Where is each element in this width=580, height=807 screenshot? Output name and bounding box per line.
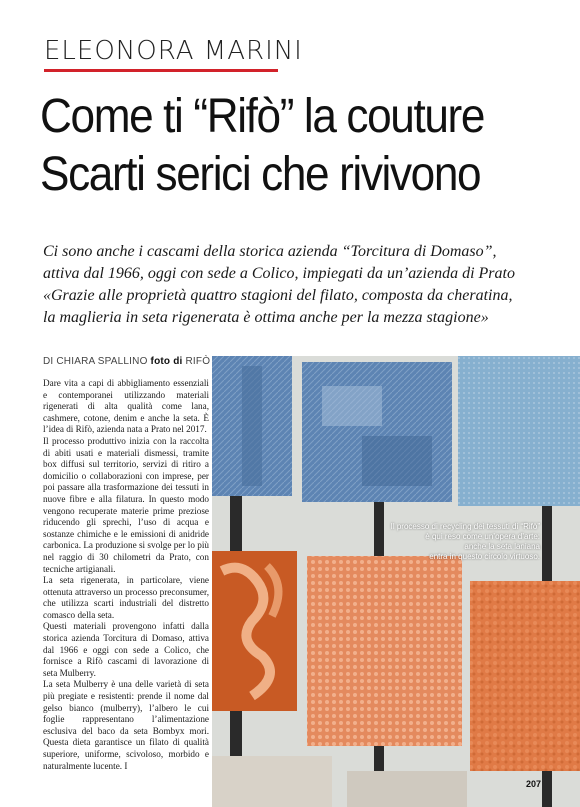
header-rule [44, 69, 278, 72]
body-column [43, 378, 209, 772]
caption-line: è qui reso come un’opera d’arte: [425, 532, 540, 541]
title-line-2: Scarti serici che rivivono [40, 148, 481, 201]
body-paragraph: Dare vita a capi di abbigliamento essenziali e contemporanei utilizzando materiali rigenerati di alta qualità come lana, cashmere, cotone, denim e anche la seta. È l’idea di Rifò, azienda nata a Prato nel 2017. [43, 378, 209, 435]
caption-line: entra in questo circolo virtuoso. [429, 552, 540, 561]
section-header: ELEONORA MARINI [44, 36, 303, 66]
pale-panel [212, 756, 332, 807]
standfirst [43, 241, 568, 329]
photo-caption [384, 522, 540, 562]
byline-credit: RIFÒ [185, 356, 211, 367]
title-line-1: Come ti “Rifò” la couture [40, 90, 485, 143]
fluffy-orange-panel [470, 581, 580, 771]
byline-author: DI CHIARA SPALLINO [43, 356, 148, 367]
textile-photo [212, 356, 580, 807]
standfirst-line: attiva dal 1966, oggi con sede a Colico, impiegati da un’azienda di Prato [43, 265, 515, 282]
caption-line: Il processo di recycling dei tessuti di “Rifò” [390, 522, 540, 531]
body-paragraph: La seta Mulberry è una delle varietà di seta più pregiate e resistenti: prende il nome dal gelso bianco (mulberry), l’albero le cui foglie rappresentano l’alimentazione esclusiva del baco da seta Bombyx mori. Questa dieta garantisce un filato di qualità superiore, uniforme, scivoloso, morbido e naturalmente lucente. I [43, 679, 209, 771]
byline [43, 356, 210, 367]
standfirst-line: Ci sono anche i cascami della storica azienda “Torcitura di Domaso”, [43, 243, 497, 260]
page-number: 207 [526, 779, 542, 789]
textile-art-illustration [212, 356, 580, 807]
body-paragraph: La seta rigenerata, in particolare, viene ottenuta attraverso un processo preconsumer, che utilizza scarti industriali del distretto comasco della seta. [43, 575, 209, 620]
standfirst-line: la maglieria in seta rigenerata è ottima anche per la mezza stagione» [43, 309, 489, 326]
standfirst-line: «Grazie alle proprietà quattro stagioni del filato, composta da cheratina, [43, 287, 513, 304]
body-paragraph: Il processo produttivo inizia con la raccolta di abiti usati e materiali dismessi, tramite box diffusi sul territorio, servizi di ritiro a domicilio o collaborazioni con imprese, per poi passare alla trasformazione dei tessuti in nuove fibre e alla filatura. In questo modo vengono recuperate materie prime preziose riducendo gli sprechi, l’uso di acqua e sostanze chimiche e le emissioni di anidride carbonica. La produzione si svolge per lo più nel raggio di 30 chilometri da Prato, con tecniche artigianali. [43, 435, 209, 574]
article-title [40, 88, 518, 204]
caption-line: anche la seta laniana [464, 542, 540, 551]
curly-orange-panel [307, 556, 462, 746]
light-blue-panel [458, 356, 580, 506]
body-paragraph: Questi materiali provengono infatti dalla storica azienda Torcitura di Domaso, attiva dal 1966 e oggi con sede a Colico, che fornisce a Rifò cascami di lavorazione di seta Mulberry. [43, 621, 209, 678]
byline-foto-label: foto di [150, 356, 183, 367]
